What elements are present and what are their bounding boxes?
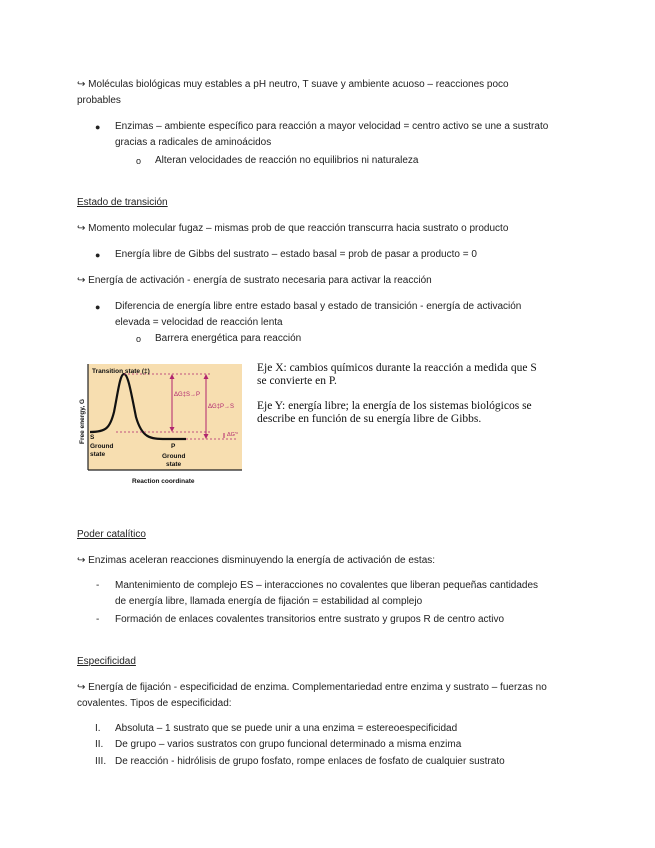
transition-sub-bullet: Barrera energética para reacción [155,333,302,344]
dg-sp-label: ΔG‡S→P [174,392,201,398]
dg-std-label: ΔG'° [227,432,239,438]
specificity-item: Absoluta – 1 sustrato que se puede unir a una enzima = estereoespecificidad [115,723,458,734]
x-axis-label: Reaction coordinate [132,478,195,485]
transition-state-label: Transition state (‡) [92,368,150,375]
dash-bullet-icon: - [96,614,100,625]
x-axis-note-line1: Eje X: cambios químicos durante la reacción a medida que S [257,362,537,374]
roman-numeral: III. [95,756,107,767]
arrow-icon: ↪ [77,223,86,234]
circle-bullet-icon: o [136,156,142,166]
bullet-icon: ● [95,302,101,312]
y-axis-note [257,400,547,426]
dash-bullet-icon: - [96,580,100,591]
bullet-icon: ● [95,250,101,260]
x-axis-note [257,362,547,388]
transition-bullet2-line2: elevada = velocidad de reacción lenta [115,317,283,328]
enzymes-bullet-line2: gracias a radicales de aminoácidos [115,137,272,148]
transition-bullet1: Energía libre de Gibbs del sustrato – estado basal = prob de pasar a producto = 0 [115,249,477,260]
circle-bullet-icon: o [136,334,142,344]
dg-ps-label: ΔG‡P→S [208,404,235,410]
enzymes-sub-bullet: Alteran velocidades de reacción no equilibrios ni naturaleza [155,155,419,166]
x-axis-note-line2: se convierte en P. [257,375,337,387]
specificity-arrow-line2: covalentes. Tipos de especificidad: [77,698,232,709]
specificity-heading: Especificidad [77,656,136,667]
energy-diagram [76,362,246,488]
p-label: P [171,443,176,450]
specificity-item: De grupo – varios sustratos con grupo funcional determinado a misma enzima [115,739,462,750]
specificity-item: De reacción - hidrólisis de grupo fosfato, rompe enlaces de fosfato de cualquier sustrato [115,756,505,767]
transition-heading: Estado de transición [77,197,168,208]
roman-numeral: II. [95,739,104,750]
ground-state-right-2: state [166,461,182,468]
transition-arrow1-text: Momento molecular fugaz – mismas prob de que reacción transcurra hacia sustrato o producto [88,223,509,234]
arrow-icon: ↪ [77,79,86,90]
catalytic-arrow-text: Enzimas aceleran reacciones disminuyendo la energía de activación de estas: [88,555,436,566]
catalytic-dash1-line1: Mantenimiento de complejo ES – interacciones no covalentes que liberan pequeñas cantidades [115,580,539,591]
ground-state-left-1: Ground [90,443,114,450]
ground-state-right-1: Ground [162,453,186,460]
intro-text-line2: probables [77,95,121,106]
transition-bullet2-line1: Diferencia de energía libre entre estado basal y estado de transición - energía de activación [115,301,522,312]
bullet-icon: ● [95,122,101,132]
ground-state-left-2: state [90,451,106,458]
arrow-icon: ↪ [77,275,86,286]
transition-arrow1 [77,221,508,237]
catalytic-heading: Poder catalítico [77,529,146,540]
enzymes-bullet-line1: Enzimas – ambiente específico para reacción a mayor velocidad = centro activo se une a sustrato [115,121,549,132]
transition-arrow2-text: Energía de activación - energía de sustrato necesaria para activar la reacción [88,275,432,286]
specificity-arrow [77,680,547,696]
arrow-icon: ↪ [77,682,86,693]
intro-text-line1: Moléculas biológicas muy estables a pH neutro, T suave y ambiente acuoso – reacciones poco [88,79,509,90]
arrow-icon: ↪ [77,555,86,566]
catalytic-dash1-line2: de energía libre, llamada energía de fijación = estabilidad al complejo [115,596,423,607]
transition-arrow2 [77,273,432,289]
s-label: S [90,434,95,441]
intro-paragraph [77,77,509,93]
roman-numeral: I. [95,723,101,734]
y-axis-note-line2: describe en función de su energía libre de Gibbs. [257,413,482,425]
catalytic-arrow [77,553,435,569]
y-axis-note-line1: Eje Y: energía libre; la energía de los sistemas biológicos se [257,400,532,412]
y-axis-label: Free energy, G [79,398,86,444]
specificity-arrow-line1: Energía de fijación - especificidad de enzima. Complementariedad entre enzima y sustrato – fuerzas no [88,682,547,693]
catalytic-dash2: Formación de enlaces covalentes transitorios entre sustrato y grupos R de centro activo [115,614,505,625]
